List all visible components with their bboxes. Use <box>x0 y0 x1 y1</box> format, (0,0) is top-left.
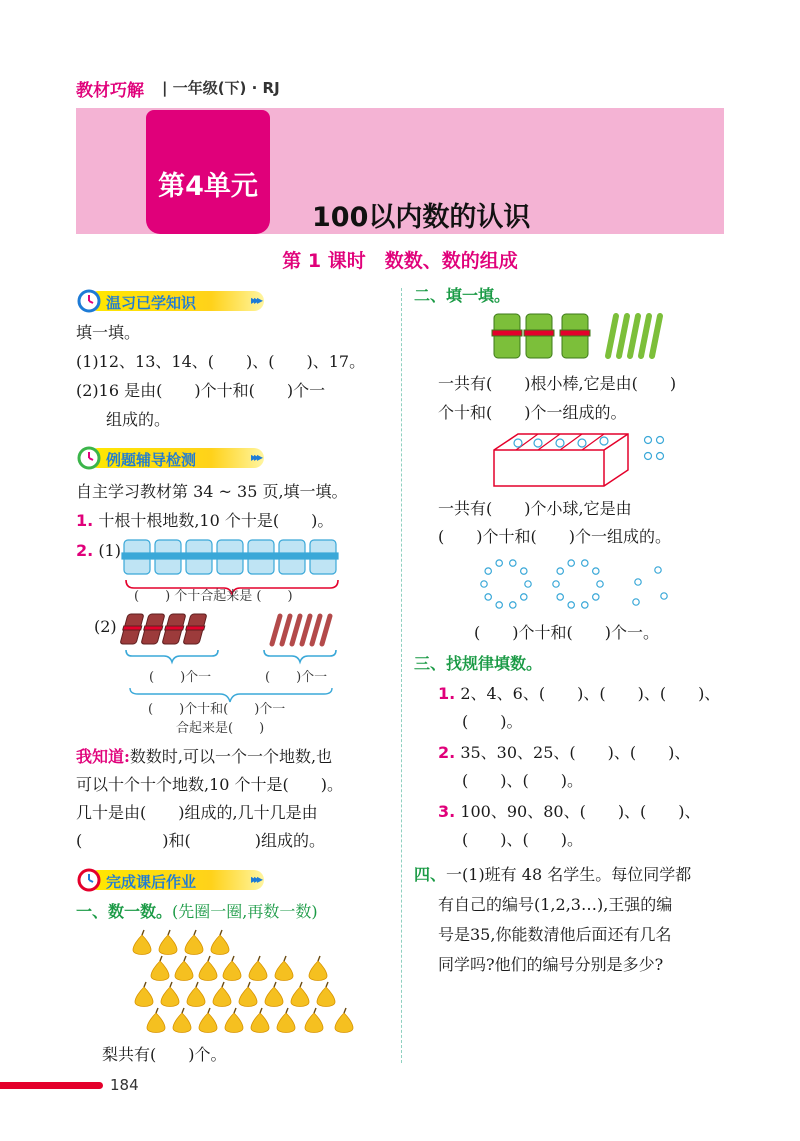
sec1-title: 一、数一数。 <box>76 902 173 921</box>
sec2-a2: 个十和( )个一组成的。 <box>438 403 627 422</box>
alarm-clock-icon <box>76 444 102 470</box>
ball-icon <box>582 560 588 566</box>
pear-icon <box>291 982 309 1007</box>
sec1-note: (先圈一圈,再数一数) <box>172 902 318 921</box>
pear-icon <box>151 956 169 981</box>
pear-icon <box>187 982 205 1007</box>
sec4-line-2: 有自己的编号(1,2,3…),王强的编 <box>438 895 673 914</box>
ball-icon <box>568 560 574 566</box>
ball-icon <box>496 560 502 566</box>
stick-bundles-illustration <box>124 536 344 616</box>
q-number: 1. <box>76 511 94 530</box>
example-intro: 自主学习教材第 34 ~ 35 页,填一填。 <box>76 482 348 501</box>
pear-icon <box>317 982 335 1007</box>
pear-icon <box>133 930 151 955</box>
section-review-label: 温习已学知识 <box>106 294 197 312</box>
pear-icon <box>147 1008 165 1033</box>
example-q2-part2: (2) <box>94 617 117 636</box>
pear-icon <box>265 982 283 1007</box>
sec4-title: 四、 <box>414 865 447 884</box>
pear-icon <box>185 930 203 955</box>
ball-icon <box>510 560 516 566</box>
red-sticks-illustration <box>124 612 344 662</box>
sec4-line-1 <box>414 864 691 886</box>
ball-icon <box>661 593 667 599</box>
q-number: 1. <box>438 684 456 703</box>
ball-icon <box>557 594 563 600</box>
sec3-title: 三、找规律填数。 <box>414 654 543 673</box>
know-line-3: 几十是由( )组成的,几十几是由 <box>76 803 318 822</box>
review-prompt: 填一填。 <box>76 323 141 342</box>
arrows-icon: ▸▸▸ <box>251 872 261 886</box>
green-sticks-illustration <box>490 312 690 362</box>
example-caption-1: ( ) 个十合起来是 ( ) <box>134 589 293 604</box>
review-q1: (1)12、13、14、( )、( )、17。 <box>76 352 366 371</box>
pears-illustration <box>130 928 360 1038</box>
q-part: (1) <box>98 541 121 560</box>
pear-icon <box>223 956 241 981</box>
sec3-row3-cont: ( )、( )。 <box>462 830 583 849</box>
example-caption-3b: 合起来是( ) <box>176 721 265 736</box>
sec3-row1 <box>438 683 720 705</box>
pear-icon <box>199 1008 217 1033</box>
pear-icon <box>239 982 257 1007</box>
homework-answer: 梨共有( )个。 <box>102 1045 227 1064</box>
ball-icon <box>521 594 527 600</box>
know-label: 我知道: <box>76 747 130 766</box>
pear-icon <box>135 982 153 1007</box>
ball-rings-illustration <box>478 556 688 612</box>
q-text: 十根十根地数,10 个十是( )。 <box>98 511 334 530</box>
q-number: 2. <box>76 541 94 560</box>
homework-sec1 <box>76 901 318 923</box>
ball-icon <box>521 568 527 574</box>
sec2-b1: 一共有( )个小球,它是由 <box>438 499 632 518</box>
footer-bar <box>0 1082 103 1089</box>
arrows-icon: ▸▸▸ <box>251 450 261 464</box>
pear-icon <box>309 956 327 981</box>
column-divider <box>401 288 402 1063</box>
pear-icon <box>161 982 179 1007</box>
ball-icon <box>593 568 599 574</box>
ball-icon <box>633 599 639 605</box>
unit-label: 第4单元 <box>158 171 258 202</box>
review-q2-cont: 组成的。 <box>106 410 171 429</box>
section-review-heading <box>76 289 276 313</box>
ball-icon <box>485 568 491 574</box>
book-brand: 教材巧解 <box>76 81 144 101</box>
arrows-icon: ▸▸▸ <box>251 293 261 307</box>
page-number: 184 <box>110 1076 139 1094</box>
sec4-line-3: 号是35,你能数清他后面还有几名 <box>438 925 672 944</box>
sec4-text: 一(1)班有 48 名学生。每位同学都 <box>446 865 692 884</box>
pear-icon <box>159 930 177 955</box>
ball-icon <box>553 581 559 587</box>
ball-icon <box>635 579 641 585</box>
pear-icon <box>199 956 217 981</box>
ball-icon <box>485 594 491 600</box>
pear-icon <box>277 1008 295 1033</box>
know-line-4: ( )和( )组成的。 <box>76 831 325 850</box>
ball-icon <box>655 567 661 573</box>
pear-icon <box>175 956 193 981</box>
unit-tab <box>146 110 270 234</box>
pear-icon <box>251 1008 269 1033</box>
pear-icon <box>335 1008 353 1033</box>
ball-icon <box>593 594 599 600</box>
pear-icon <box>211 930 229 955</box>
row-text: 2、4、6、( )、( )、( )、 <box>460 684 721 703</box>
section-homework-heading <box>76 868 276 892</box>
example-caption-2b: ( )个一 <box>265 670 328 685</box>
know-line-2: 可以十个十个地数,10 个十是( )。 <box>76 775 344 794</box>
example-caption-2a: ( )个一 <box>149 670 212 685</box>
example-q2 <box>76 540 121 562</box>
alarm-clock-icon <box>76 866 102 892</box>
ball-icon <box>525 581 531 587</box>
row-text: 100、90、80、( )、( )、 <box>460 802 701 821</box>
ball-icon <box>481 581 487 587</box>
ball-icon <box>597 581 603 587</box>
ball-icon <box>582 602 588 608</box>
pear-icon <box>249 956 267 981</box>
pear-icon <box>225 1008 243 1033</box>
sec3-row2 <box>438 742 690 764</box>
q-number: 2. <box>438 743 456 762</box>
sec3-row1-cont: ( )。 <box>462 712 523 731</box>
pear-icon <box>305 1008 323 1033</box>
sec2-title: 二、填一填。 <box>414 286 511 305</box>
example-q1 <box>76 510 333 532</box>
sec2-c1: ( )个十和( )个一。 <box>474 623 659 642</box>
ball-icon <box>568 602 574 608</box>
ball-icon <box>557 568 563 574</box>
sec3-row3 <box>438 801 701 823</box>
sec2-b2: ( )个十和( )个一组成的。 <box>438 527 671 546</box>
section-homework-label: 完成课后作业 <box>106 873 197 891</box>
ball-icon <box>496 602 502 608</box>
know-text: 数数时,可以一个一个地数,也 <box>129 747 333 766</box>
pear-icon <box>275 956 293 981</box>
grade-label: | 一年级(下) · RJ <box>162 79 280 97</box>
lesson-title: 第 1 课时 数数、数的组成 <box>282 250 518 272</box>
sec2-a1: 一共有( )根小棒,它是由( ) <box>438 374 677 393</box>
alarm-clock-icon <box>76 287 102 313</box>
row-text: 35、30、25、( )、( )、 <box>460 743 691 762</box>
sec3-row2-cont: ( )、( )。 <box>462 771 583 790</box>
sec4-line-4: 同学吗?他们的编号分别是多少? <box>438 955 664 974</box>
ball-icon <box>510 602 516 608</box>
review-q2: (2)16 是由( )个十和( )个一 <box>76 381 326 400</box>
pear-icon <box>173 1008 191 1033</box>
section-example-label: 例题辅导检测 <box>106 451 197 469</box>
unit-title: 100以内数的认识 <box>312 202 531 233</box>
section-example-heading <box>76 446 276 470</box>
ball-box-illustration <box>488 430 678 490</box>
pear-icon <box>213 982 231 1007</box>
example-caption-3a: ( )个十和( )个一 <box>148 702 286 717</box>
q-number: 3. <box>438 802 456 821</box>
know-line-1 <box>76 746 332 768</box>
